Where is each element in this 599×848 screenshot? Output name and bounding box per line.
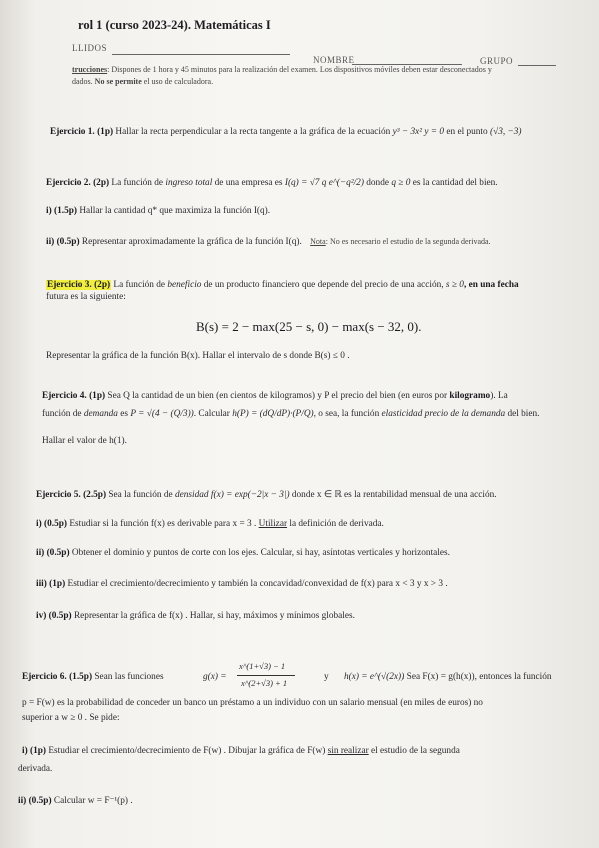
exercise-6: Ejercicio 6. (1.5p) Sean las funciones	[22, 672, 164, 682]
grupo-label: GRUPO	[480, 56, 514, 66]
exercise-6-part-i: i) (1p) Estudiar el crecimiento/decrecimiento de F(w) . Dibujar la gráfica de F(w) sin realizar el estudio de la segunda	[22, 746, 460, 756]
exercise-2: Ejercicio 2. (2p) La función de ingreso total de una empresa es I(q) = √7 q e^(−q²/2) donde q ≥ 0 es la cantidad del bien.	[46, 178, 498, 188]
exercise-4-line2: función de demanda es P = √(4 − (Q/3)). Calcular h(P) = (dQ/dP)·(P/Q), o sea, la función elasticidad precio de la demanda del bien.	[42, 409, 540, 419]
exercise-6-part-ii: ii) (0.5p) Calcular w = F⁻¹(p) .	[18, 796, 133, 806]
exercise-3-line3: Representar la gráfica de la función B(x). Hallar el intervalo de s donde B(s) ≤ 0 .	[46, 351, 350, 361]
exercise-5-part-i: i) (0.5p) Estudiar si la función f(x) es derivable para x = 3 . Utilizar la definición de derivada.	[36, 519, 384, 529]
exercise-6-tail: . Sea F(x) = g(h(x)), entonces la función	[402, 672, 552, 682]
exam-sheet: rol 1 (curso 2023-24). Matemáticas I LLIDOS NOMBRE GRUPO trucciones: Dispones de 1 hora y 45 minutos para la realización del examen. Los dispositivos móviles deben estar desconectados y dados. No se permite el uso de calculadora. Ejercicio 1. (1p) Hallar la recta perpendicular a la recta tangente a la gráfica de la ecuación y³ − 3x² y = 0 en el punto (√3, −3) Ejercicio 2. (2p) La función de ingreso total de una empresa es I(q) = √7 q e^(−q²/2) donde q ≥ 0 es la cantidad del bien. i) (1.5p) Hallar la cantidad q* que maximiza la función I(q). ii) (0.5p) Representar aproximadamente la gráfica de la función I(q). Nota: No es necesario el estudio de la segunda derivada. Ejercicio 3. (2p) La función de beneficio de un producto financiero que depende del precio de una acción, s ≥ 0, en una fecha futura es la siguiente: B(s) = 2 − max(25 − s, 0) − max(s − 32, 0). Representar la gráfica de la función B(x). Hallar el intervalo de s donde B(s) ≤ 0 . Ejercicio 4. (1p) Sea Q la cantidad de un bien (en cientos de kilogramos) y P el precio del bien (en euros por kilogramo). La función de demanda es P = √(4 − (Q/3)). Calcular h(P) = (dQ/dP)·(P/Q), o sea, la función elasticidad precio de la demanda del bien. Hallar el valor de h(1). Ejercicio 5. (2.5p) Sea la función de densidad f(x) = exp(−2|x − 3|) donde x ∈ ℝ es la rentabilidad mensual de una acción. i) (0.5p) Estudiar si la función f(x) es derivable para x = 3 . Utilizar la definición de derivada. ii) (0.5p) Obtener el dominio y puntos de corte con los ejes. Calcular, si hay, asíntotas verticales y horizontales. iii) (1p) Estudiar el crecimiento/decrecimiento y también la concavidad/convexidad de f(x) para x < 3 y x > 3 . iv) (0.5p) Representar la gráfica de f(x) . Hallar, si hay, máximos y mínimos globales. Ejercicio 6. (1.5p) Sean las funciones g(x) = x^(1+√3) − 1 x^(2+√3) + 1 y h(x) = e^(√(2x)) . Sea F(x) = g(h(x)), entonces la función p = F(w) es la probabilidad de conceder un banco un préstamo a un individuo con un salario mensual (en miles de euros) no superior a w ≥ 0 . Se pide: i) (1p) Estudiar el crecimiento/decrecimiento de F(w) . Dibujar la gráfica de F(w) sin realizar el estudio de la segunda derivada. ii) (0.5p) Calcular w = F⁻¹(p) .	[0, 0, 599, 848]
exam-title: rol 1 (curso 2023-24). Matemáticas I	[78, 18, 271, 32]
exercise-4-line3: Hallar el valor de h(1).	[42, 436, 127, 446]
exercise-3: Ejercicio 3. (2p) La función de beneficio de un producto financiero que depende del precio de una acción, s ≥ 0, en una fecha	[47, 280, 519, 290]
instructions-line2: dados. No se permite el uso de calculadora.	[72, 77, 214, 86]
exercise-3-line2: futura es la siguiente:	[46, 292, 126, 302]
fraction-bar	[237, 675, 295, 676]
exercise-5-part-ii: ii) (0.5p) Obtener el dominio y puntos de corte con los ejes. Calcular, si hay, asíntotas verticales y horizontales.	[36, 548, 450, 558]
exercise-6-line2: p = F(w) es la probabilidad de conceder un banco un préstamo a un individuo con un salario mensual (en miles de euros) no	[22, 698, 483, 708]
exercise-6-part-i-line2: derivada.	[18, 764, 53, 774]
apellidos-line	[112, 54, 290, 55]
exercise-2-part-ii: ii) (0.5p) Representar aproximadamente la gráfica de la función I(q). Nota: No es necesario el estudio de la segunda derivada.	[46, 237, 491, 247]
exercise-2-part-i: i) (1.5p) Hallar la cantidad q* que maximiza la función I(q).	[46, 206, 271, 216]
exercise-4: Ejercicio 4. (1p) Sea Q la cantidad de un bien (en cientos de kilogramos) y P el precio del bien (en euros por kilogramo). La	[42, 391, 508, 401]
exercise-5-part-iv: iv) (0.5p) Representar la gráfica de f(x) . Hallar, si hay, máximos y mínimos globales.	[36, 611, 355, 621]
exercise-5: Ejercicio 5. (2.5p) Sea la función de densidad f(x) = exp(−2|x − 3|) donde x ∈ ℝ es la rentabilidad mensual de una acción.	[36, 490, 497, 500]
nombre-label: NOMBRE	[313, 55, 355, 65]
exercise-3-equation: B(s) = 2 − max(25 − s, 0) − max(s − 32, 0).	[196, 319, 422, 334]
exercise-1: Ejercicio 1. (1p) Hallar la recta perpendicular a la recta tangente a la gráfica de la ecuación y³ − 3x² y = 0 en el punto (√3, −3)	[50, 127, 522, 137]
exercise-5-part-iii: iii) (1p) Estudiar el crecimiento/decrecimiento y también la concavidad/convexidad de f(x) para x < 3 y x > 3 .	[36, 579, 448, 589]
apellidos-label: LLIDOS	[72, 43, 107, 53]
exercise-6-line3: superior a w ≥ 0 . Se pide:	[22, 713, 120, 723]
instructions-line1: trucciones: Dispones de 1 hora y 45 minutos para la realización del examen. Los dispositivos móviles deben estar desconectados y	[72, 65, 492, 74]
